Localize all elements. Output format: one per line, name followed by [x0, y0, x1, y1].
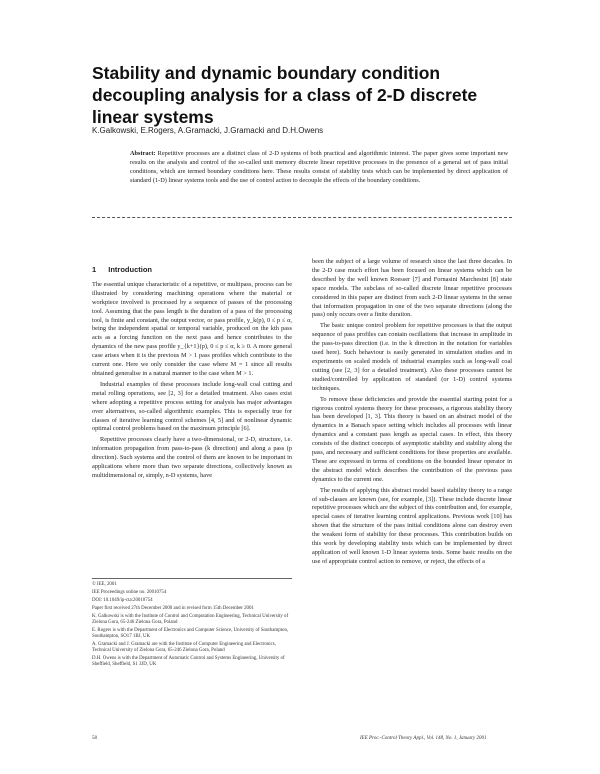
- journal-citation: IEE Proc.-Control Theory Appl., Vol. 148, No. 1, January 2001: [360, 736, 487, 741]
- footnote-rule: [92, 578, 292, 579]
- left-column: [92, 266, 292, 483]
- paragraph: Repetitive processes clearly have a two-dimensional, or 2-D, structure, i.e. information propagation from pass-to-pass (k direction) and along a pass (p direction). Such systems and the control of them are known to be important in applications where more than two separate directions, collectively known as multidimensional or, simply, n-D systems, have: [92, 436, 292, 479]
- abstract-label: Abstract:: [130, 150, 156, 157]
- section-title: Introduction: [108, 265, 153, 274]
- paragraph: The results of applying this abstract model based stability theory to a range of sub-classes are known (see, for example, [3]). These include discrete linear repetitive processes which are the subject of this contribution and, for example, special cases of iterative learning control applications. Previous work [10] has shown that the structure of the pass initial conditions alone can destroy even the weakest form of stability for these processes. This contribution builds on this work by developing stability tests which can be implemented by direct application of well known 1-D linear systems tests. Some basic results on the use of appropriate control action to remove, or reject, the effects of a: [312, 486, 512, 565]
- footnote: A. Gramacki and J. Gramacki are with the Institute of Computer Engineering and Electronics, Technical University of Zielona Gora, 65-246 Zielona Gora, Poland: [92, 641, 276, 654]
- section-heading: [92, 266, 292, 275]
- footnote: DOI: 10.1049/ip-cta:20010754: [92, 597, 153, 603]
- footnote: D.H. Owens is with the Department of Automatic Control and Systems Engineering, University of Sheffield, Sheffield, S1 3JD, UK: [92, 656, 285, 668]
- footnote: Paper first received 27th December 2000 and in revised form 15th December 2001: [92, 605, 254, 611]
- paragraph: To remove these deficiencies and provide the essential starting point for a rigorous control systems theory for these processes, a rigorous stability theory has been developed [1, 3]. This theory is based on an abstract model of the dynamics in a Banach space setting which includes all processes with linear dynamics and a constant pass length as special cases. In effect, this theory consists of the distinct concepts of asymptotic stability and stability along the pass, and necessary and sufficient conditions for these properties are available. These are expressed in terms of conditions on the bounded linear operator in the abstract model which describes the contribution of the previous pass dynamics to the current one.: [312, 395, 512, 483]
- paragraph: Industrial examples of these processes include long-wall coal cutting and metal rolling operations, see [2, 3] for a detailed treatment. Also cases exist where adopting a repetitive process setting for analysis has major advantages over alternatives, so-called algorithmic examples. This is especially true for classes of iterative learning control schemes [4, 5] and of nonlinear dynamic optimal control problems based on the maximum principle [6].: [92, 380, 292, 433]
- abstract: [130, 150, 508, 186]
- paragraph: The essential unique characteristic of a repetitive, or multipass, process can be illustrated by considering machining operations where the material or workpiece involved is processed by a sequence of passes of the processing tool. Assuming that the pass length is the duration of a pass of the processing tool, is finite and constant, the output vector, or pass profile, y_k(p), 0 ≤ p ≤ α, being the independent spatial or temporal variable, produced on the kth pass acts as a forcing function on the next pass and hence contributes to the dynamics of the new pass profile y_{k+1}(p), 0 ≤ p ≤ α, k ≥ 0. A more general case arises when it is the previous M > 1 pass profiles which contribute to the current one. Here we only consider the case where M = 1 since all results obtained generalise in a natural manner to the case when M > 1.: [92, 280, 292, 377]
- footnote: E. Rogers is with the Department of Electronics and Computer Science, University of Southampton, Southampton, SO17 1BJ, UK: [92, 627, 289, 640]
- author-list: K.Galkowski, E.Rogers, A.Gramacki, J.Gramacki and D.H.Owens: [92, 126, 324, 135]
- right-column: [312, 258, 512, 569]
- paragraph: been the subject of a large volume of research since the last three decades. In the 2-D case much effort has been focused on linear systems which can be described by the well known Roesser [7] and Fornasini Marchesini [8] state space models. The subclass of so-called discrete linear repetitive processes considered in this paper are distinct from such 2-D linear systems in the sense that information propagation in one of the two separate directions (along the pass) only occurs over a finite duration.: [312, 258, 512, 319]
- footnote: IEE Proceedings online no. 20010754: [92, 589, 167, 595]
- footnotes: [92, 578, 292, 670]
- abstract-text: Repetitive processes are a distinct class of 2-D systems of both practical and algorithmic interest. The paper gives some important new results on the analysis and control of the so-called unit memory discrete linear repetitive processes in the presence of a general set of pass initial conditions, which are termed boundary conditions here. These results consist of stability tests which can be implemented by direct application of standard (1-D) linear systems tools and the use of control action to decouple the effects of the boundary conditions.: [130, 150, 509, 184]
- paper-title: Stability and dynamic boundary condition decoupling analysis for a class of 2-D discrete linear systems: [92, 63, 478, 127]
- page-number: 58: [92, 736, 97, 741]
- section-divider: [92, 217, 512, 218]
- footnote: K. Galkowski is with the Institute of Control and Computation Engineering, Technical University of Zielona Gora, 65-246 Zielona Gora, Poland: [92, 613, 289, 625]
- footnote: © IEE, 2001: [92, 582, 117, 587]
- paragraph: The basic unique control problem for repetitive processes is that the output sequence of pass profiles can contain oscillations that increase in amplitude in the pass-to-pass direction (i.e. in the k direction in the notation for variables used here). Such behaviour is easily generated in simulation studies and in experiments on scaled models of industrial examples such as long-wall coal cutting (see [2, 3] for a detailed treatment). Also these processes cannot be studied/controlled by application of standard (or 1-D) control systems techniques.: [312, 322, 512, 392]
- section-number: 1: [92, 265, 97, 274]
